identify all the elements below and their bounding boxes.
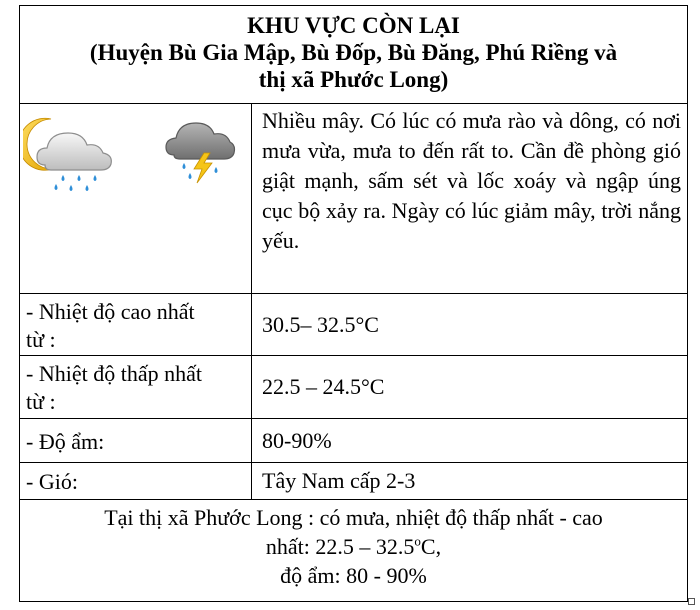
thunderstorm-icon: [164, 117, 236, 185]
humidity-value: 80-90%: [252, 419, 688, 463]
phuoc-long-temp-unit: C,: [420, 534, 442, 559]
partly-cloudy-night-rain-icon: [23, 115, 115, 195]
min-temp-label-line2: từ :: [26, 389, 56, 414]
forecast-table: [19, 5, 688, 602]
wind-label: - Gió:: [20, 463, 252, 500]
phuoc-long-note-line1: Tại thị xã Phước Long : có mưa, nhiệt độ thấp nhất - cao: [104, 505, 603, 530]
max-temp-value: 30.5– 32.5°C: [252, 294, 688, 356]
max-temp-label-line2: từ :: [26, 327, 56, 352]
region-header: [20, 6, 688, 104]
max-temp-label-line1: - Nhiệt độ cao nhất: [26, 299, 195, 324]
phuoc-long-note-line3: độ ẩm: 80 - 90%: [280, 563, 427, 588]
region-title: KHU VỰC CÒN LẠI: [247, 13, 460, 38]
max-temp-label: [20, 294, 252, 356]
forecast-description: Nhiều mây. Có lúc có mưa rào và dông, có nơi mưa vừa, mưa to đến rất to. Cần đề phòng gió giật mạnh, sấm sét và lốc xoáy và ngập úng cục bộ xảy ra. Ngày có lúc giảm mây, trời nắng yếu.: [252, 104, 688, 294]
min-temp-label: [20, 356, 252, 419]
region-subtitle-line2: thị xã Phước Long): [258, 67, 449, 92]
degree-symbol: o: [414, 533, 421, 549]
weather-icons-cell: [20, 104, 252, 294]
region-subtitle-line1: (Huyện Bù Gia Mập, Bù Đốp, Bù Đăng, Phú Riềng và: [89, 40, 618, 65]
wind-value: Tây Nam cấp 2-3: [252, 463, 688, 500]
phuoc-long-note-line2: [20, 532, 687, 561]
humidity-label: - Độ ẩm:: [20, 419, 252, 463]
phuoc-long-note: [20, 500, 688, 602]
phuoc-long-temp-range: nhất: 22.5 – 32.5: [265, 534, 415, 559]
min-temp-label-line1: - Nhiệt độ thấp nhất: [26, 361, 202, 386]
min-temp-value: 22.5 – 24.5°C: [252, 356, 688, 419]
resize-handle[interactable]: [688, 598, 695, 605]
